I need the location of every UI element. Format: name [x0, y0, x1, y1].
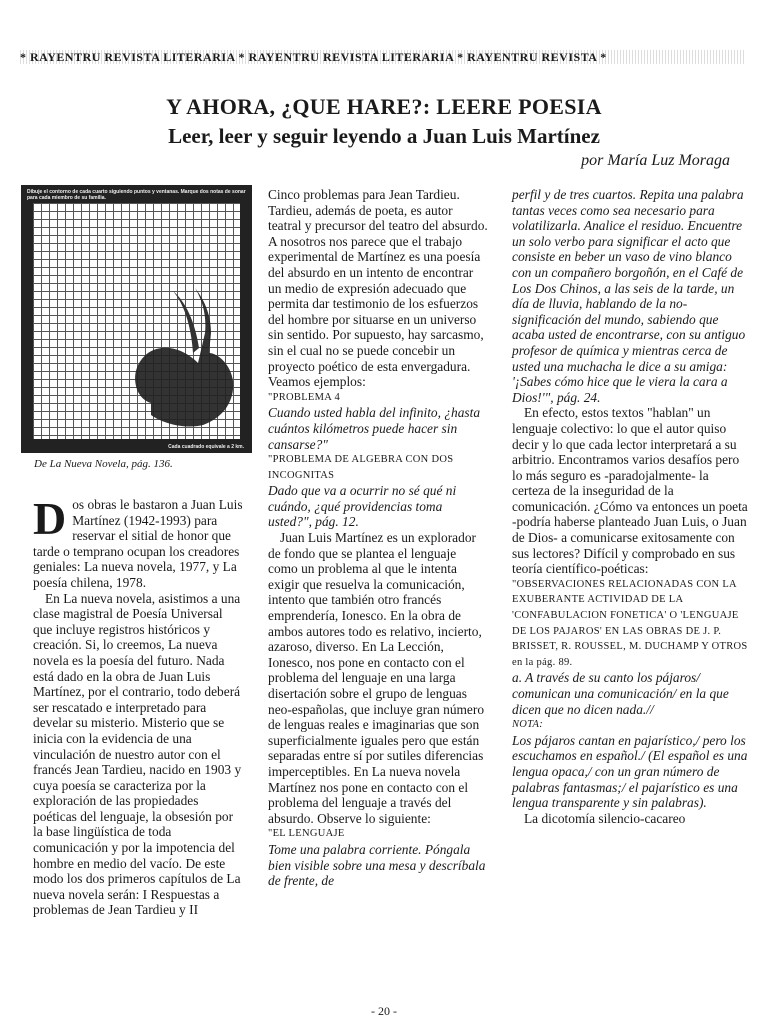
- quote: Los pájaros cantan en pajarístico,/ pero los escuchamos en español./ (El español es una lengua opaca,/ con un gran número de palabras fantasmas;/ el pajarístico es una lengua transparente y sin palabras).: [512, 732, 748, 811]
- quote-heading: "PROBLEMA DE ALGEBRA CON DOS INCOGNITAS: [268, 454, 454, 481]
- paragraph: Cinco problemas para Jean Tardieu. Tardieu, además de poeta, es autor teatral y precursor del teatro del absurdo. A nosotros nos parece que el trabajo experimental de Martínez es una poesía del absurdo en un intento de encontrar un medio de expresión adecuado que permita dar testimonio de los esfuerzos del hombre por situarse en un universo sin sentido. Por supuesto, hay sarcasmo, sin el cual no se puede concebir un proyecto poético de esta envergadura. Veamos ejemplos:: [268, 187, 488, 390]
- note-heading: NOTA:: [512, 719, 544, 731]
- column-1: [33, 493, 245, 918]
- article-subtitle: Leer, leer y seguir leyendo a Juan Luis Martínez: [168, 124, 600, 148]
- quote-heading: "OBSERVACIONES RELACIONADAS CON LA EXUBERANTE ACTIVIDAD DE LA 'CONFABULACION FONETICA' O 'LENGUAJE DE LOS PAJAROS' EN LAS OBRAS DE J. P. BRISSET, R. ROUSSEL, M. DUCHAMP Y OTROS en la pág. 89.: [512, 578, 748, 668]
- page-number: - 20 -: [371, 1004, 397, 1018]
- quote: Cuando usted habla del infinito, ¿hasta cuántos kilómetros puede hacer sin cansarse?": [268, 405, 481, 452]
- column-2: [268, 187, 488, 889]
- paragraph: En La nueva novela, asistimos a una clase magistral de Poesía Universal que incluye registros históricos y creación. Si, lo creemos, La nueva novela es la poesía del futuro. Nada está dado en la obra de Juan Luis Martínez, por el contrario, todo deberá ser rescatado e interpretado para develar su misterio. Misterio que se inicia con la evidencia de una vinculación de nuestro autor con el francés Jean Tardieu, nacido en 1903 y cuya poesía se caracteriza por la exploración de las propiedades poéticas del lenguaje, la obsesión por la base lingüística de toda comunicación y por la impotencia del hombre en medio del vacío. De este modo los dos primeros capítulos de La nueva novela serán: I Respuestas a problemas de Jean Tardieu y II: [33, 590, 242, 918]
- quote-heading: "EL LENGUAJE: [268, 828, 345, 840]
- paragraph: os obras le bastaron a Juan Luis Martínez (1942-1993) para reservar el sitial de honor que tarde o temprano ocupan los creadores geniales: La nueva novela, 1977, y La poesía chilena, 1978.: [33, 497, 243, 590]
- grid-map: [33, 203, 240, 439]
- quote: Tome una palabra corriente. Póngala bien visible sobre una mesa y descríbala de frente, de: [268, 841, 486, 889]
- grid-illustration: [21, 185, 252, 453]
- column-3: [512, 187, 748, 826]
- rabbit-image: [33, 203, 240, 439]
- figure-caption: De La Nueva Novela, pág. 136.: [34, 458, 173, 470]
- author-byline: por María Luz Moraga: [581, 152, 730, 169]
- quote: a. A través de su canto los pájaros/ comunican una comunicación/ en la que dicen que no dicen nada.//: [512, 670, 729, 717]
- drop-cap: D: [33, 493, 67, 544]
- paragraph: La dicotomía silencio-cacareo: [524, 810, 686, 826]
- figure-bottom-caption: Cada cuadrado equivale a 2 km.: [168, 444, 244, 450]
- quote-heading: "PROBLEMA 4: [268, 391, 341, 403]
- figure-top-caption: Dibuje el contorno de cada cuarto siguiendo puntos y ventanas. Marque dos notas de sonar para cada miembro de su familia.: [27, 189, 246, 201]
- quote: perfil y de tres cuartos. Repita una palabra tantas veces como sea necesario para volatilizarla. Analice el residuo. Encuentre un solo verbo para significar el acto que consiste en beber un vaso de vino blanco con un compañero borgoñón, en el Café de Los Dos Chinos, a las seis de la tarde, un día de lluvia, hablando de la no-significación del mundo, sabiendo que acaba usted de encontrarse, con su antiguo profesor de química y mientras cerca de usted una muchacha le dice a su amiga: '¡Sabes cómo hice que le viera la cara a Dios!'", pág. 24.: [512, 187, 746, 405]
- paragraph: Juan Luis Martínez es un explorador de fondo que se plantea el lenguaje como un problema al que le intenta exigir que resuelva la comunicación, intento que también otro francés emprendería, Ionesco. En la obra de ambos autores todo es relativo, incierto, azaroso, diverso. En La Lección, Ionesco, nos pone en contacto con el problema del lenguaje en una larga disertación sobre el grupo de lenguas neo-españolas, que incluye gran número de lenguas reales e imaginarias que son superficialmente iguales pero que están separadas entre sí por sutiles diferencias imperceptibles. En La nueva novela Martínez nos pone en contacto con el problema del lenguaje a través del absurdo. Observe lo siguiente:: [268, 530, 485, 826]
- article-title: Y AHORA, ¿QUE HARE?: LEERE POESIA: [166, 94, 602, 119]
- quote: Dado que va a ocurrir no sé qué ni cuándo, ¿qué providencias toma usted?", pág. 12.: [268, 483, 457, 530]
- journal-banner: * RAYENTRU REVISTA LITERARIA * RAYENTRU REVISTA LITERARIA * RAYENTRU REVISTA *: [20, 50, 746, 64]
- paragraph: En efecto, estos textos "hablan" un lenguaje colectivo: lo que el autor quiso decir y lo que cada lector interpretará a su arbitrio. Encontramos varios desafíos pero lo más seguro es -paradojalmente- la certeza de la inseguridad de la comunicación. ¿Cómo va entonces un poeta -podría haberse planteado Juan Luis, o Juan de Dios- a comunicarse exitosamente con sus lectores? Difícil y comprobado en sus teoría científico-poéticas:: [512, 405, 748, 577]
